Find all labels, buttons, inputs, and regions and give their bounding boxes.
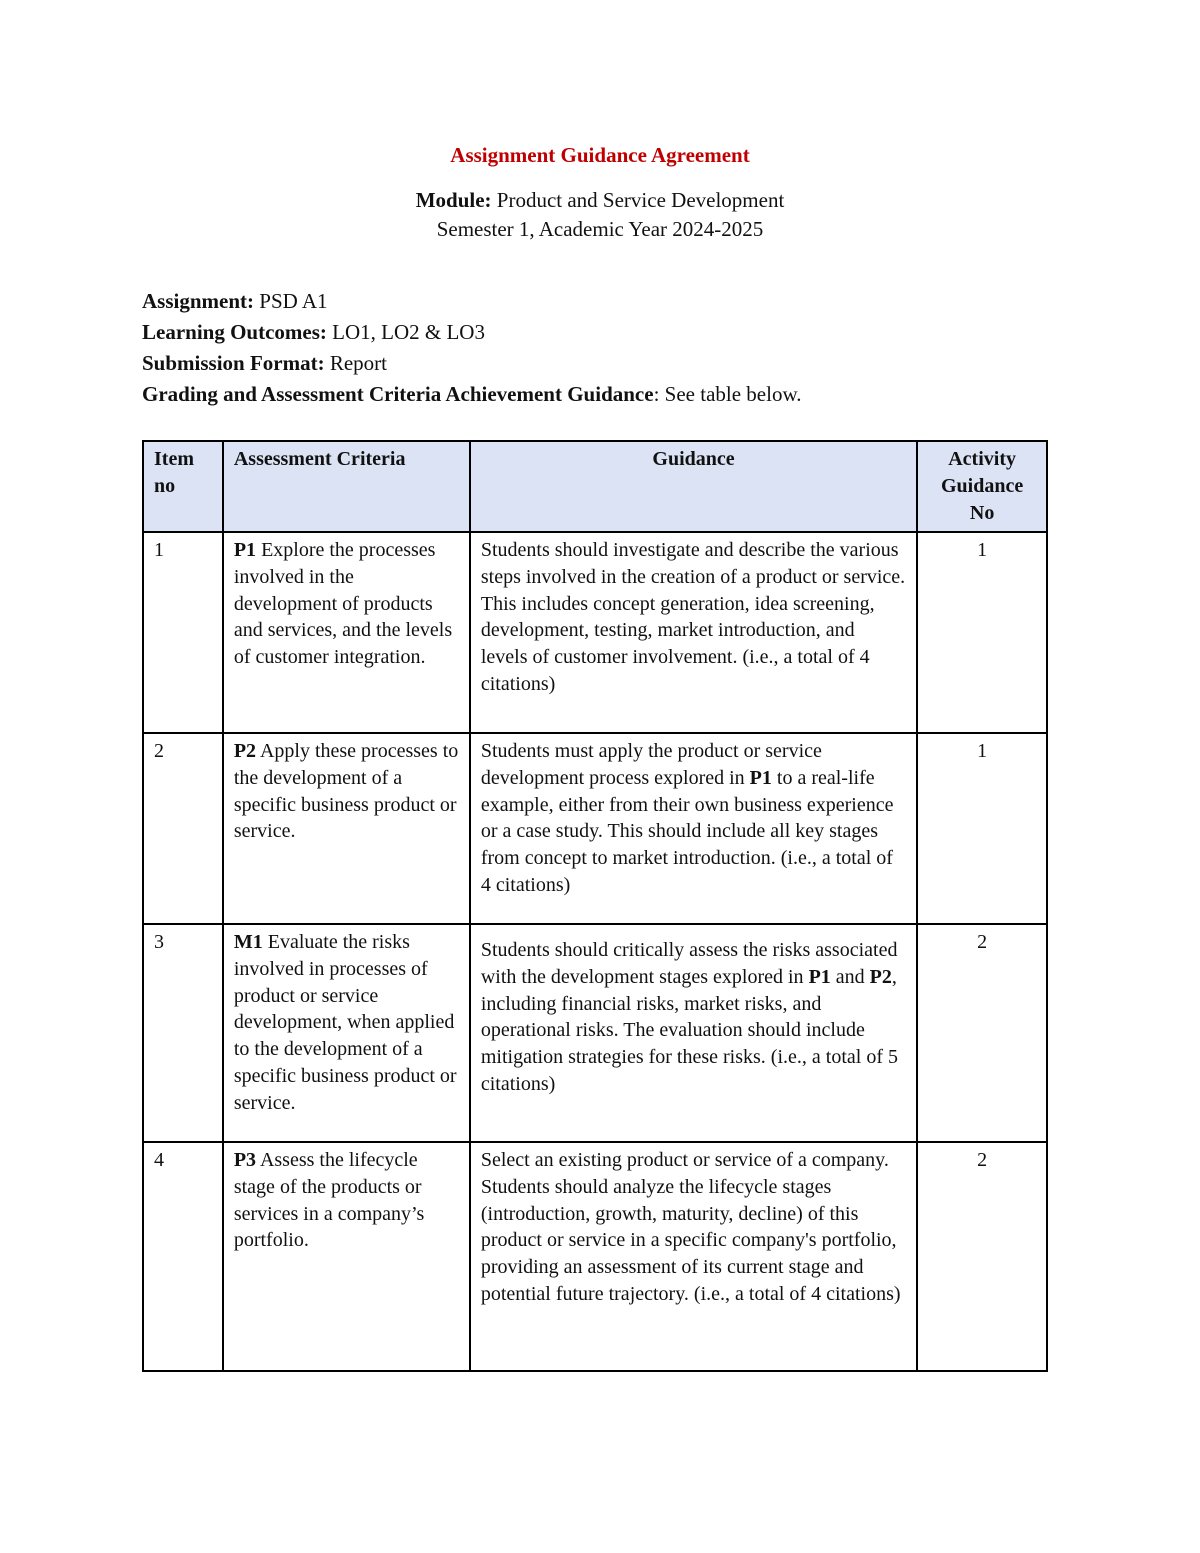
table-row xyxy=(143,733,1047,924)
grading-line xyxy=(142,382,802,407)
criteria-text: Assess the lifecycle stage of the products or services in a company’s portfolio. xyxy=(233,1149,425,1252)
guidance-text: Students must apply the product or service development process explored in xyxy=(480,740,822,789)
guidance-text: Students should investigate and describe the various steps involved in the creation of a product or service. This includes concept generation, idea screening, development, testing, market introduction, and levels of customer involvement. (i.e., a total of 4 citations) xyxy=(480,539,906,695)
submission-format-label: Submission Format: xyxy=(142,351,325,375)
criteria-cell xyxy=(223,733,470,924)
guidance-cell xyxy=(470,924,917,1142)
module-label: Module: xyxy=(415,188,492,212)
item-no-cell: 2 xyxy=(143,733,223,924)
criteria-cell xyxy=(223,532,470,733)
grading-value: : See table below. xyxy=(653,382,802,406)
table-row xyxy=(143,924,1047,1142)
guidance-cell xyxy=(470,532,917,733)
guidance-ref-p1: P1 xyxy=(749,766,772,789)
module-value: Product and Service Development xyxy=(496,188,785,212)
guidance-text: Students should critically assess the risks associated with the development stages explored in xyxy=(480,939,898,988)
criteria-code: P2 xyxy=(233,740,257,762)
activity-no-cell: 1 xyxy=(917,532,1047,733)
criteria-cell xyxy=(223,1142,470,1371)
module-line xyxy=(0,188,1200,213)
submission-format-line xyxy=(142,351,387,376)
guidance-text: Select an existing product or service of a company. Students should analyze the lifecycle stages (introduction, growth, maturity, decline) of this product or service in a specific company's portfolio, providing an assessment of its current stage and potential future trajectory. (i.e., a total of 4 citations) xyxy=(480,1149,901,1305)
header-item-no: Item no xyxy=(143,441,223,532)
activity-no-cell: 2 xyxy=(917,924,1047,1142)
guidance-cell xyxy=(470,733,917,924)
table-row xyxy=(143,532,1047,733)
semester-line: Semester 1, Academic Year 2024-2025 xyxy=(436,217,764,241)
header-assessment-criteria: Assessment Criteria xyxy=(223,441,470,532)
assignment-line xyxy=(142,289,328,314)
item-no-cell: 1 xyxy=(143,532,223,733)
learning-outcomes-line xyxy=(142,320,485,345)
criteria-cell xyxy=(223,924,470,1142)
assignment-label: Assignment: xyxy=(142,289,255,313)
activity-no-cell: 2 xyxy=(917,1142,1047,1371)
criteria-code: P1 xyxy=(233,539,257,561)
guidance-ref-p1: P1 xyxy=(808,965,831,988)
guidance-cell xyxy=(470,1142,917,1371)
learning-outcomes-value: LO1, LO2 & LO3 xyxy=(332,320,485,344)
page-title: Assignment Guidance Agreement xyxy=(450,143,750,167)
guidance-text: and xyxy=(830,965,870,988)
submission-format-value: Report xyxy=(329,351,388,375)
criteria-code: M1 xyxy=(233,931,263,953)
guidance-ref-p2: P2 xyxy=(869,965,892,988)
assignment-value: PSD A1 xyxy=(259,289,328,313)
criteria-code: P3 xyxy=(233,1149,257,1171)
activity-no-cell: 1 xyxy=(917,733,1047,924)
header-guidance: Guidance xyxy=(470,441,917,532)
criteria-text: Apply these processes to the development of a specific business product or service. xyxy=(233,740,459,843)
header-activity-guidance-no: Activity Guidance No xyxy=(917,441,1047,532)
item-no-cell: 3 xyxy=(143,924,223,1142)
criteria-text: Explore the processes involved in the development of products and services, and the levels of customer integration. xyxy=(233,539,453,669)
learning-outcomes-label: Learning Outcomes: xyxy=(142,320,327,344)
guidance-text: , including financial risks, market risks, and operational risks. The evaluation should include mitigation strategies for these risks. (i.e., a total of 5 citations) xyxy=(480,965,898,1095)
table-header-row xyxy=(143,441,1047,532)
item-no-cell: 4 xyxy=(143,1142,223,1371)
assessment-table xyxy=(142,440,1048,1372)
grading-label: Grading and Assessment Criteria Achievement Guidance xyxy=(142,382,654,406)
table-row xyxy=(143,1142,1047,1371)
guidance-text: to a real-life example, either from their own business experience or a case study. This should include all key stages from concept to market introduction. (i.e., a total of 4 citations) xyxy=(480,766,894,896)
criteria-text: Evaluate the risks involved in processes of product or service development, when applied to the development of a specific business product or service. xyxy=(233,931,457,1114)
